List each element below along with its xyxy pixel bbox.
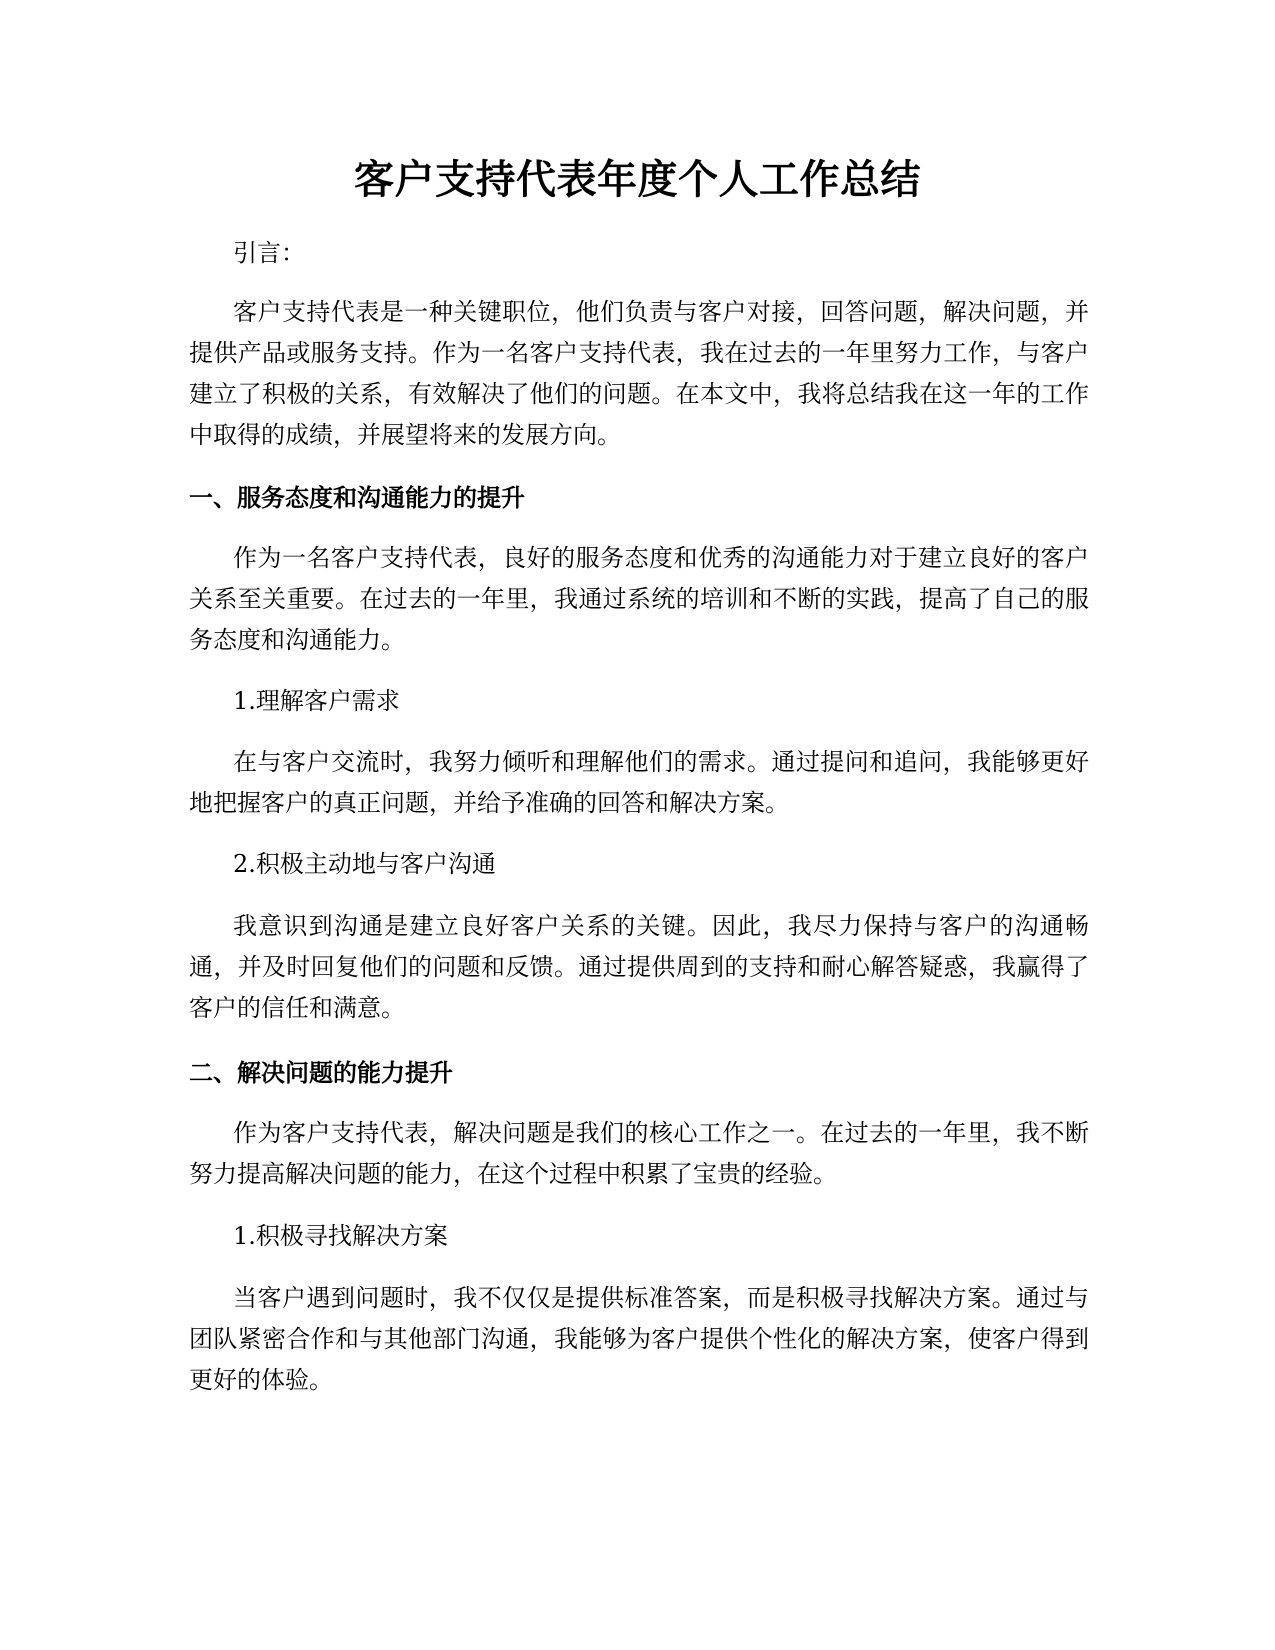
section-2-item-1-title: 1.积极寻找解决方案 (233, 1222, 448, 1250)
intro-label: 引言： (233, 239, 305, 267)
section-2-item-1-paragraph: 当客户遇到问题时，我不仅仅是提供标准答案，而是积极寻找解决方案。通过与团队紧密合作和与其他部门沟通，我能够为客户提供个性化的解决方案，使客户得到更好的体验。 (189, 1284, 1089, 1394)
intro-paragraph: 客户支持代表是一种关键职位，他们负责与客户对接，回答问题，解决问题，并提供产品或服务支持。作为一名客户支持代表，我在过去的一年里努力工作，与客户建立了积极的关系，有效解决了他们的问题。在本文中，我将总结我在这一年的工作中取得的成绩，并展望将来的发展方向。 (189, 298, 1089, 449)
section-1-item-1-title: 1.理解客户需求 (233, 687, 400, 715)
document-title: 客户支持代表年度个人工作总结 (354, 157, 921, 203)
section-1-item-2-paragraph: 我意识到沟通是建立良好客户关系的关键。因此，我尽力保持与客户的沟通畅通，并及时回复他们的问题和反馈。通过提供周到的支持和耐心解答疑惑，我赢得了客户的信任和满意。 (189, 912, 1089, 1022)
section-1-paragraph: 作为一名客户支持代表，良好的服务态度和优秀的沟通能力对于建立良好的客户关系至关重要。在过去的一年里，我通过系统的培训和不断的实践，提高了自己的服务态度和沟通能力。 (189, 544, 1089, 654)
section-2-paragraph: 作为客户支持代表，解决问题是我们的核心工作之一。在过去的一年里，我不断努力提高解决问题的能力，在这个过程中积累了宝贵的经验。 (189, 1119, 1089, 1188)
section-1-item-1-paragraph: 在与客户交流时，我努力倾听和理解他们的需求。通过提问和追问，我能够更好地把握客户的真正问题，并给予准确的回答和解决方案。 (189, 748, 1089, 817)
section-2-heading: 二、解决问题的能力提升 (189, 1059, 453, 1087)
section-1-heading: 一、服务态度和沟通能力的提升 (189, 484, 525, 512)
section-1-item-2-title: 2.积极主动地与客户沟通 (233, 850, 496, 878)
